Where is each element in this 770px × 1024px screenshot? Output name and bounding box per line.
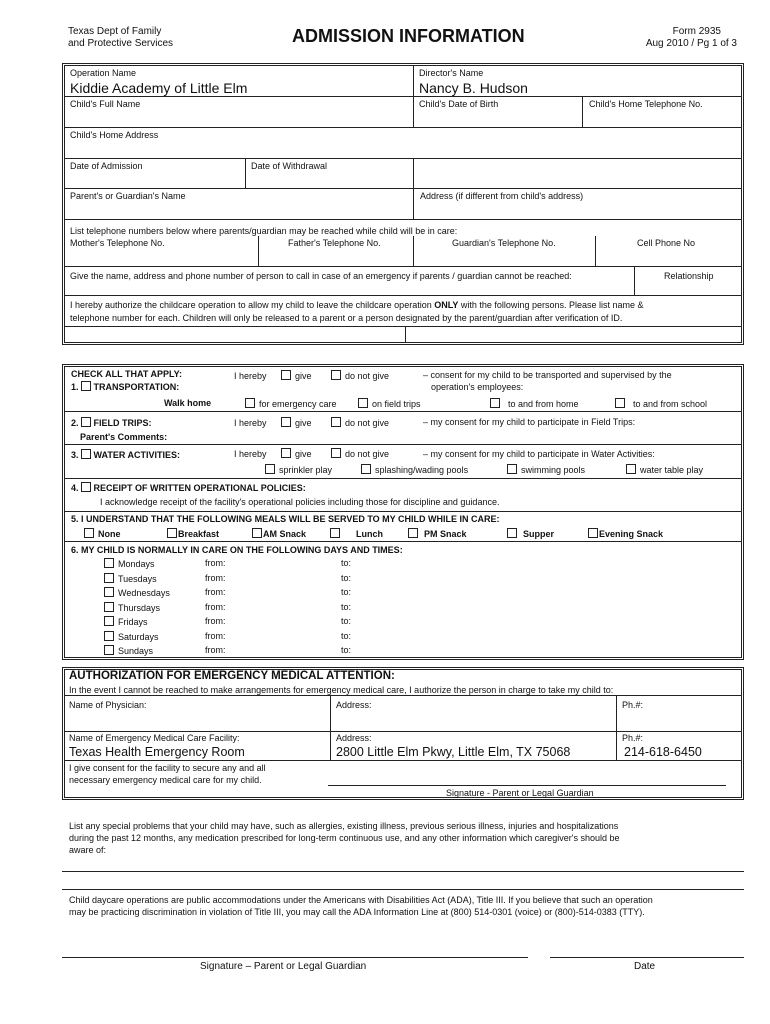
on-field-trips-checkbox[interactable] bbox=[358, 398, 368, 408]
facility-label: Name of Emergency Medical Care Facility: bbox=[69, 733, 240, 743]
day-label: Saturdays bbox=[118, 631, 159, 642]
day-checkbox[interactable] bbox=[104, 602, 114, 612]
walk-home-label: Walk home bbox=[164, 398, 212, 408]
father-phone-label: Father's Telephone No. bbox=[288, 238, 381, 248]
facility-phone-field[interactable]: 214-618-6450 bbox=[624, 745, 702, 759]
form-number: Form 2935 bbox=[672, 26, 721, 37]
day-checkbox[interactable] bbox=[104, 645, 114, 655]
day-label: Fridays bbox=[118, 617, 148, 627]
meals-label: 5. I UNDERSTAND THAT THE FOLLOWING MEALS WILL BE SERVED TO MY CHILD WHILE IN CARE: bbox=[71, 514, 500, 524]
cell-phone-label: Cell Phone No bbox=[637, 238, 696, 248]
transport-give-option[interactable]: give bbox=[281, 370, 312, 382]
day-from-label: from: bbox=[205, 572, 226, 583]
address-diff-label: Address (if different from child's address) bbox=[420, 191, 584, 201]
give-checkbox[interactable] bbox=[281, 448, 291, 458]
field-trips-item: 2. FIELD TRIPS: bbox=[71, 418, 152, 428]
splashing-checkbox[interactable] bbox=[361, 464, 371, 474]
emergency-care-option[interactable]: for emergency care bbox=[245, 398, 337, 410]
facility-address-field[interactable]: 2800 Little Elm Pkwy, Little Elm, TX 75068 bbox=[336, 745, 571, 759]
meal-evening-snack-option[interactable]: Evening Snack bbox=[588, 528, 663, 540]
parent-name-label: Parent's or Guardian's Name bbox=[70, 191, 186, 201]
parents-comments-label: Parent's Comments: bbox=[80, 432, 168, 442]
water-table-checkbox[interactable] bbox=[626, 464, 636, 474]
meal-checkbox[interactable] bbox=[507, 528, 517, 538]
parent-signature-label: Signature – Parent or Legal Guardian bbox=[200, 961, 367, 972]
swimming-pools-checkbox[interactable] bbox=[507, 464, 517, 474]
date-signature-line[interactable] bbox=[550, 957, 744, 958]
special-problems-line[interactable] bbox=[62, 871, 744, 872]
swimming-pools-option[interactable]: swimming pools bbox=[507, 464, 585, 476]
emergency-care-checkbox[interactable] bbox=[245, 398, 255, 408]
meal-lunch-option[interactable]: Lunch bbox=[330, 528, 383, 540]
operation-name-label: Operation Name bbox=[70, 68, 137, 78]
meal-breakfast-option[interactable]: Breakfast bbox=[167, 528, 219, 540]
to-from-school-checkbox[interactable] bbox=[615, 398, 625, 408]
operation-name-field[interactable]: Kiddie Academy of Little Elm bbox=[70, 80, 248, 96]
day-option-saturdays[interactable] bbox=[104, 631, 159, 643]
child-phone-label: Child's Home Telephone No. bbox=[589, 99, 703, 109]
day-label: Tuesdays bbox=[118, 573, 157, 584]
field-trips-do-not-give-option[interactable]: do not give bbox=[331, 417, 389, 429]
water-do-not-give-option[interactable]: do not give bbox=[331, 448, 389, 460]
i-hereby-water: I hereby bbox=[234, 449, 267, 459]
sprinkler-play-checkbox[interactable] bbox=[265, 464, 275, 474]
mother-phone-label: Mother's Telephone No. bbox=[70, 238, 165, 248]
do-not-give-checkbox[interactable] bbox=[331, 417, 341, 427]
water-table-option[interactable]: water table play bbox=[626, 464, 703, 476]
splashing-option[interactable]: splashing/wading pools bbox=[361, 464, 468, 476]
facility-phone-label: Ph.#: bbox=[622, 733, 644, 743]
special-problems-line3: aware of: bbox=[69, 845, 107, 855]
do-not-give-checkbox[interactable] bbox=[331, 448, 341, 458]
days-label: 6. MY CHILD IS NORMALLY IN CARE ON THE FOLLOWING DAYS AND TIMES: bbox=[71, 545, 403, 555]
day-option-sundays[interactable] bbox=[104, 645, 153, 657]
meal-checkbox[interactable] bbox=[252, 528, 262, 538]
do-not-give-checkbox[interactable] bbox=[331, 370, 341, 380]
day-to-label: to: bbox=[341, 558, 352, 568]
day-from-label: from: bbox=[205, 601, 226, 612]
emergency-contact-label: Give the name, address and phone number of person to call in case of an emergency if parents / guardian cannot be reached: bbox=[70, 271, 572, 281]
transport-checkbox[interactable] bbox=[81, 381, 91, 391]
medical-auth-title: AUTHORIZATION FOR EMERGENCY MEDICAL ATTENTION: bbox=[69, 670, 395, 682]
day-checkbox[interactable] bbox=[104, 616, 114, 626]
day-from-label: from: bbox=[205, 558, 226, 568]
facility-address-label: Address: bbox=[336, 733, 372, 743]
meal-checkbox[interactable] bbox=[167, 528, 177, 538]
parent-signature-line[interactable] bbox=[62, 957, 528, 958]
check-all-label: CHECK ALL THAT APPLY: bbox=[71, 369, 183, 379]
child-dob-label: Child's Date of Birth bbox=[419, 99, 499, 109]
authorize-text-line2: telephone number for each. Children will only be released to a parent or a person designated by the parent/guardian after verification of ID. bbox=[70, 313, 623, 323]
water-activities-checkbox[interactable] bbox=[81, 449, 91, 459]
ada-notice-line1: Child daycare operations are public accommodations under the Americans with Disabilities Act (ADA), Title III. If you believe that such an operation bbox=[69, 895, 653, 905]
day-from-label: from: bbox=[205, 587, 226, 597]
receipt-text: I acknowledge receipt of the facility's operational policies including those for discipline and guidance. bbox=[100, 497, 500, 507]
day-option-fridays[interactable] bbox=[104, 616, 148, 628]
day-from-label: from: bbox=[205, 645, 226, 655]
medical-consent-line1: I give consent for the facility to secure any and all bbox=[69, 763, 266, 773]
give-checkbox[interactable] bbox=[281, 417, 291, 427]
phones-intro: List telephone numbers below where parents/guardian may be reached while child will be in care: bbox=[70, 226, 458, 236]
day-label: Thursdays bbox=[118, 602, 161, 613]
meal-checkbox[interactable] bbox=[84, 528, 94, 538]
sprinkler-play-option[interactable]: sprinkler play bbox=[265, 464, 332, 476]
day-to-label: to: bbox=[341, 601, 352, 612]
agency-name-line2: and Protective Services bbox=[68, 38, 174, 49]
to-from-school-option[interactable]: to and from school bbox=[615, 398, 707, 410]
agency-name-line1: Texas Dept of Family bbox=[68, 26, 162, 37]
day-from-label: from: bbox=[205, 630, 226, 641]
receipt-checkbox[interactable] bbox=[81, 482, 91, 492]
day-to-label: to: bbox=[341, 572, 352, 583]
water-activities-item: 3. WATER ACTIVITIES: bbox=[71, 450, 181, 460]
to-from-home-option[interactable]: to and from home bbox=[490, 398, 579, 410]
special-problems-line2: during the past 12 months, any medication prescribed for long-term continuous use, and any other information which caregiver's should be bbox=[69, 833, 620, 843]
day-to-label: to: bbox=[341, 587, 352, 597]
field-trips-checkbox[interactable] bbox=[81, 417, 91, 427]
day-option-mondays[interactable] bbox=[104, 558, 155, 570]
meal-checkbox[interactable] bbox=[588, 528, 598, 538]
day-label: Sundays bbox=[118, 646, 154, 656]
day-to-label: to: bbox=[341, 616, 352, 626]
water-give-option[interactable]: give bbox=[281, 448, 312, 460]
meal-checkbox[interactable] bbox=[330, 528, 340, 538]
receipt-item: 4. RECEIPT OF WRITTEN OPERATIONAL POLICIES: bbox=[71, 483, 306, 493]
day-to-label: to: bbox=[341, 630, 352, 641]
day-from-label: from: bbox=[205, 616, 226, 626]
special-problems-line1: List any special problems that your child may have, such as allergies, existing illness, previous serious illness, injuries and hospitalizations bbox=[69, 821, 619, 831]
physician-phone-label: Ph.#: bbox=[622, 700, 644, 710]
i-hereby-field-trips: I hereby bbox=[234, 418, 267, 428]
meal-pm-snack-option[interactable]: PM Snack bbox=[408, 528, 467, 540]
authorize-text-line1: I hereby authorize the childcare operation to allow my child to leave the childcare operation ONLY with the following persons. Please list name & bbox=[70, 300, 644, 310]
facility-name-field[interactable]: Texas Health Emergency Room bbox=[69, 745, 245, 759]
i-hereby-transport: I hereby bbox=[234, 371, 267, 381]
meal-checkbox[interactable] bbox=[408, 528, 418, 538]
director-name-field[interactable]: Nancy B. Hudson bbox=[419, 80, 528, 96]
child-name-label: Child's Full Name bbox=[70, 99, 141, 109]
withdrawal-date-label: Date of Withdrawal bbox=[251, 161, 328, 171]
physician-label: Name of Physician: bbox=[69, 700, 147, 710]
director-name-label: Director's Name bbox=[419, 68, 484, 78]
admission-date-label: Date of Admission bbox=[70, 161, 143, 171]
transport-do-not-give-option[interactable]: do not give bbox=[331, 370, 389, 382]
day-option-thursdays[interactable] bbox=[104, 602, 160, 614]
water-consent: – my consent for my child to participate in Water Activities: bbox=[423, 449, 655, 459]
day-to-label: to: bbox=[341, 645, 352, 655]
transport-consent-line1: – consent for my child to be transported and supervised by the bbox=[423, 370, 672, 380]
medical-consent-line2: necessary emergency medical care for my child. bbox=[69, 775, 262, 785]
field-trips-consent: – my consent for my child to participate in Field Trips: bbox=[423, 417, 636, 427]
meal-supper-option[interactable]: Supper bbox=[507, 528, 554, 540]
date-label: Date bbox=[634, 961, 656, 972]
medical-signature-label: Signature - Parent or Legal Guardian bbox=[446, 788, 594, 798]
day-label: Mondays bbox=[118, 559, 155, 569]
day-checkbox[interactable] bbox=[104, 587, 114, 597]
relationship-label: Relationship bbox=[664, 271, 714, 281]
field-trips-give-option[interactable]: give bbox=[281, 417, 312, 429]
medical-signature-line[interactable] bbox=[328, 785, 726, 786]
physician-address-label: Address: bbox=[336, 700, 372, 710]
transport-consent-line2: operation's employees: bbox=[431, 382, 524, 392]
transport-item: 1. TRANSPORTATION: bbox=[71, 382, 180, 392]
child-address-label: Child's Home Address bbox=[70, 130, 159, 140]
medical-auth-intro: In the event I cannot be reached to make arrangements for emergency medical care, I authorize the person in charge to take my child to: bbox=[69, 685, 614, 695]
form-date: Aug 2010 / Pg 1 of 3 bbox=[645, 38, 737, 49]
give-checkbox[interactable] bbox=[281, 370, 291, 380]
day-checkbox[interactable] bbox=[104, 558, 114, 568]
meal-none-option[interactable]: None bbox=[84, 528, 121, 540]
to-from-home-checkbox[interactable] bbox=[490, 398, 500, 408]
guardian-phone-label: Guardian's Telephone No. bbox=[452, 238, 556, 248]
day-checkbox[interactable] bbox=[104, 573, 114, 583]
day-option-wednesdays[interactable] bbox=[104, 587, 170, 599]
form-title: ADMISSION INFORMATION bbox=[292, 26, 525, 46]
meal-am-snack-option[interactable]: AM Snack bbox=[252, 528, 306, 540]
day-label: Wednesdays bbox=[118, 588, 170, 598]
field-trips-transport-option[interactable]: on field trips bbox=[358, 398, 421, 410]
day-option-tuesdays[interactable] bbox=[104, 573, 157, 585]
day-checkbox[interactable] bbox=[104, 631, 114, 641]
ada-notice-line2: may be practicing discrimination in violation of Title III, you may call the ADA Information Line at (800) 514-0301 (voice) or (800)-514-0383 (TTY). bbox=[69, 907, 645, 917]
